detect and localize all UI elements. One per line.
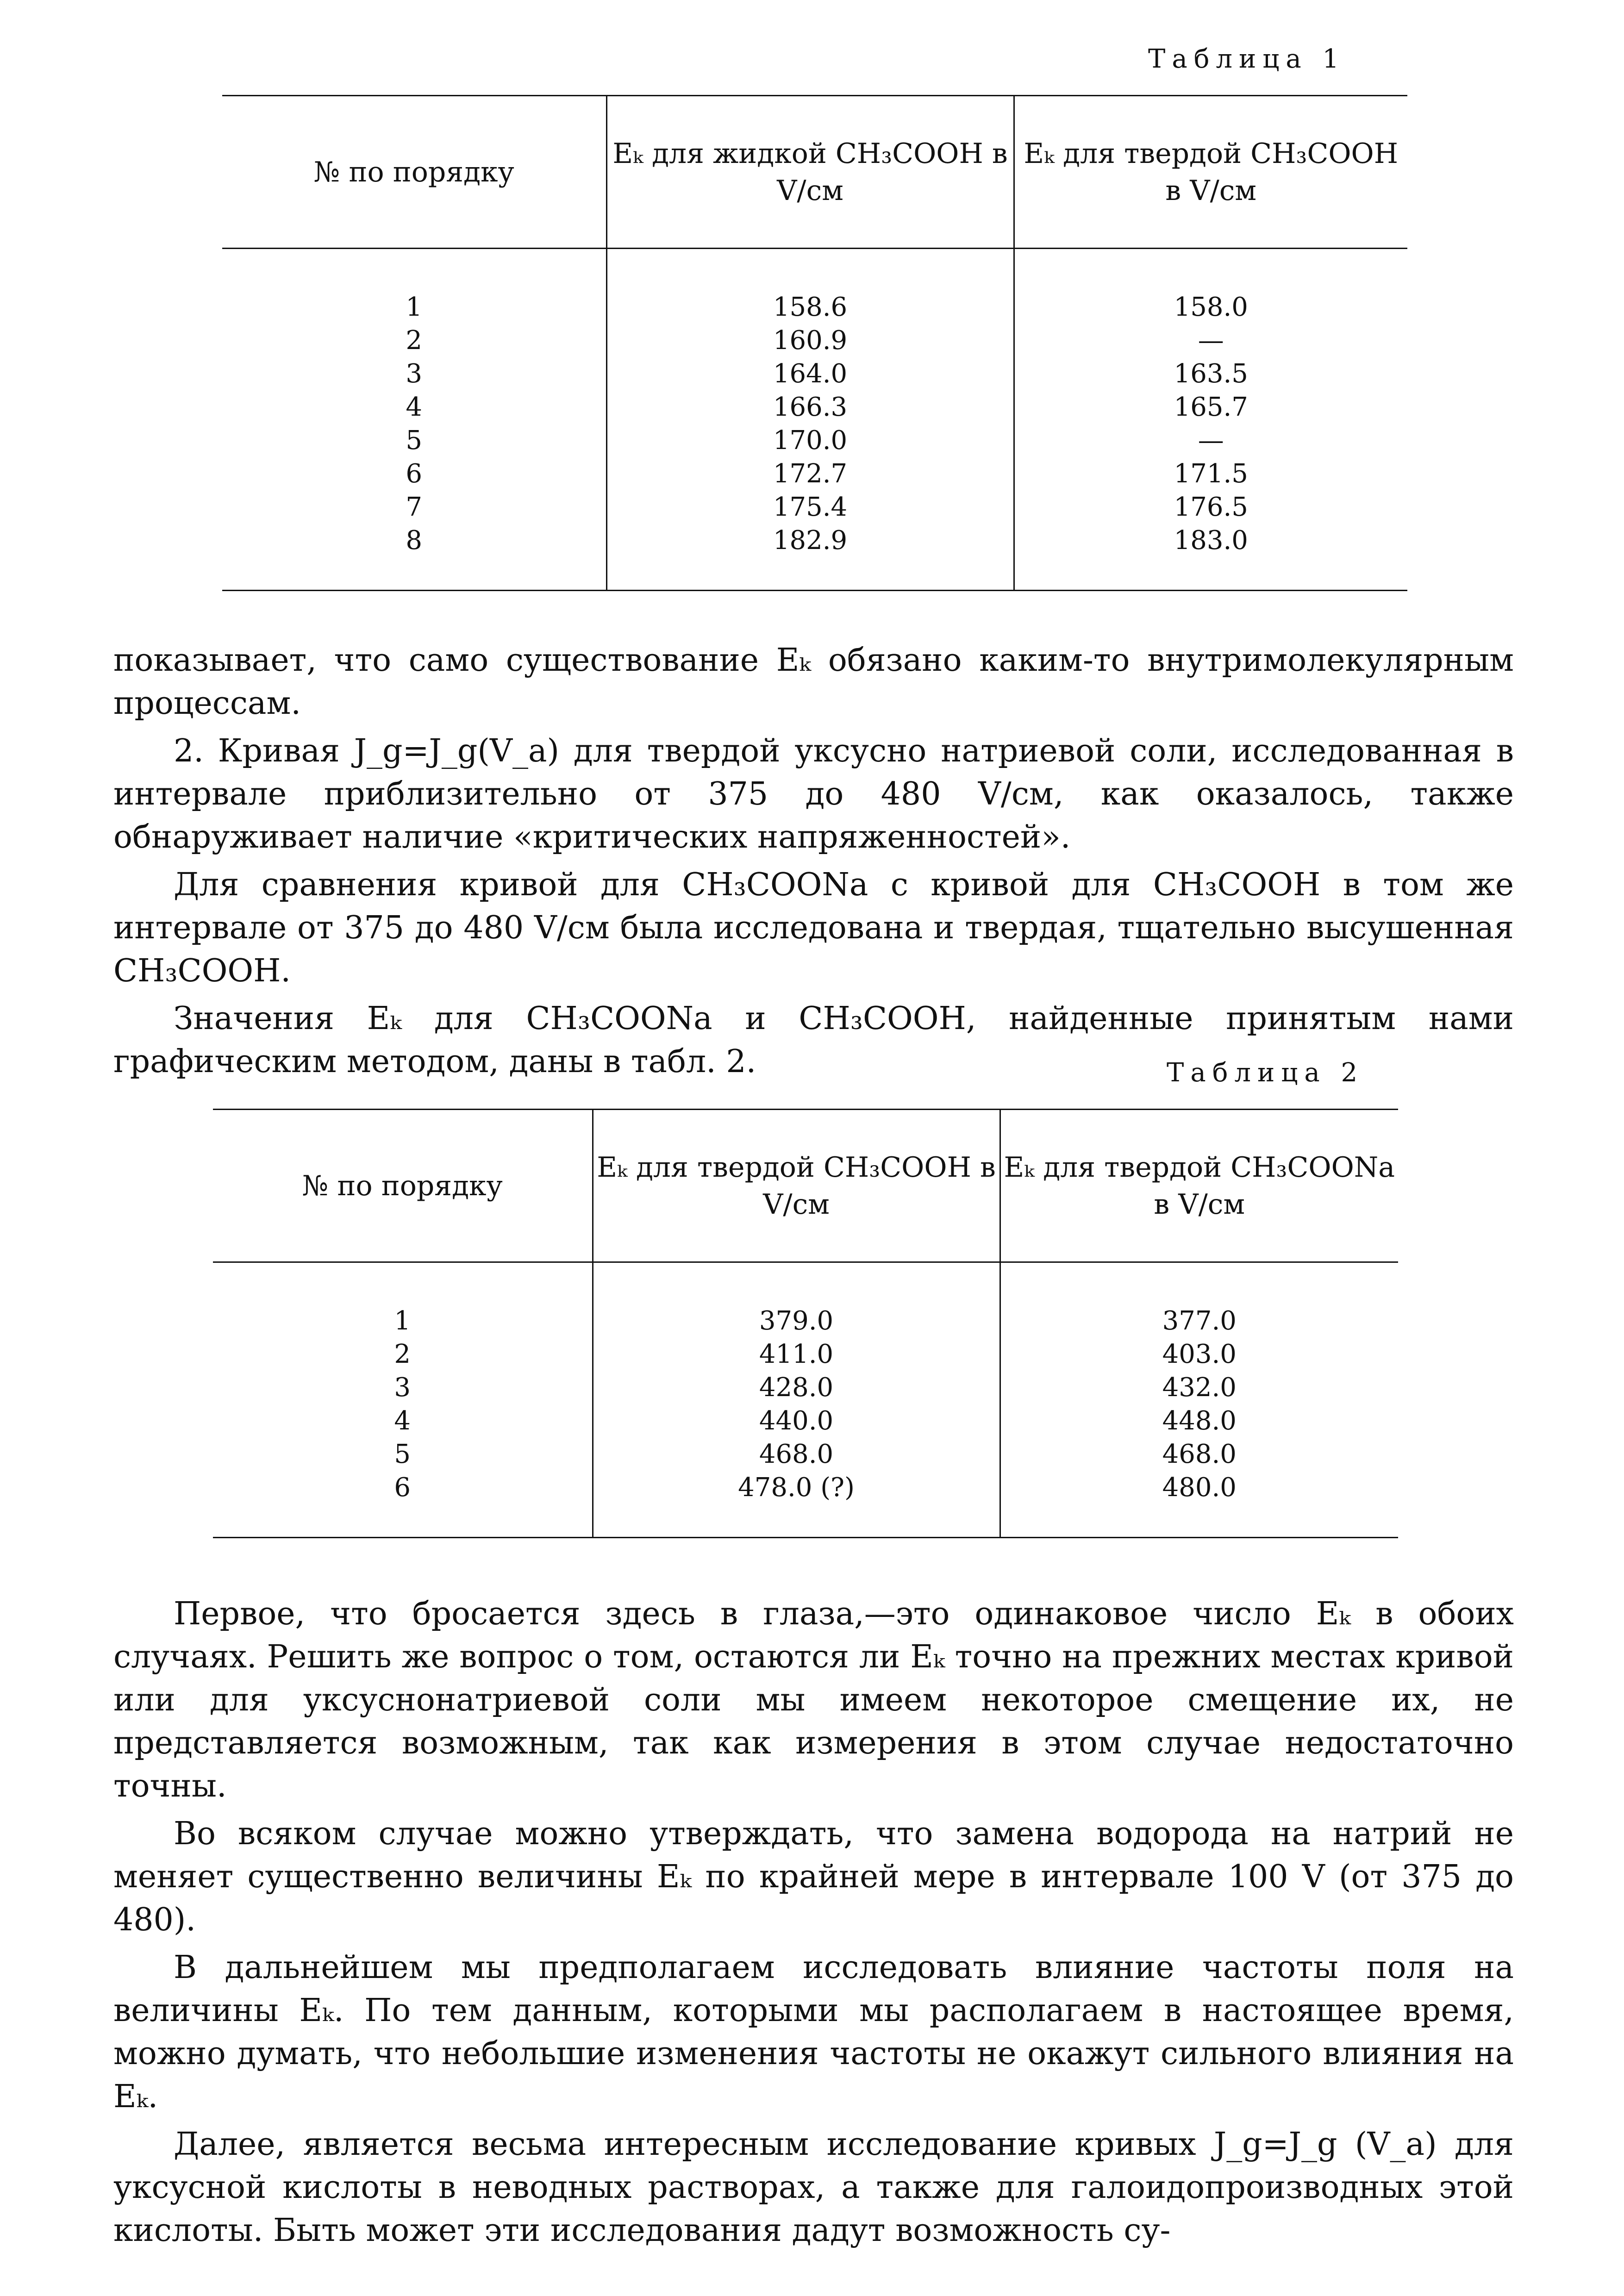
table2-cell: 377.0 <box>1162 1306 1237 1336</box>
table1-cell: 4 <box>406 392 423 422</box>
table2-cell: 478.0 (?) <box>738 1472 855 1503</box>
prose-block-b <box>113 1592 1514 2252</box>
table1-cell: 183.0 <box>1174 525 1248 555</box>
table2-cell: 2 <box>394 1339 411 1369</box>
table1-cell: 7 <box>406 492 423 522</box>
paragraph: Далее, является весьма интересным исследование кривых J_g=J_g (V_a) для уксусной кислоты в неводных растворах, а также для галоидопроизводных этой кислоты. Быть может эти исследования дадут возможность су- <box>113 2126 1514 2249</box>
table2-cell: 4 <box>394 1406 411 1436</box>
table2-header-salt: Eₖ для твердой CH₃COONa в V/см <box>1000 1110 1398 1262</box>
paragraph: показывает, что само существование Eₖ обязано каким-то внутримолекулярным процессам. <box>113 642 1514 722</box>
table1-cell: — <box>1198 425 1224 455</box>
table2-cell: 428.0 <box>759 1373 834 1403</box>
table1-header-number: № по порядку <box>222 96 606 249</box>
table2-cell: 432.0 <box>1162 1373 1237 1403</box>
table2-cell: 403.0 <box>1162 1339 1237 1369</box>
table1-cell: 175.4 <box>773 492 848 522</box>
table2-cell: 468.0 <box>759 1439 834 1469</box>
table2-header-acid: Eₖ для твердой CH₃COOH в V/см <box>593 1110 1000 1262</box>
table1-header-liquid: Eₖ для жидкой CH₃COOH в V/см <box>606 96 1014 249</box>
table2-cell: 1 <box>394 1306 411 1336</box>
table1-cell: 2 <box>406 325 423 356</box>
prose-block-a <box>113 639 1514 1083</box>
table2-col-salt <box>1000 1262 1398 1538</box>
table2-cell: 411.0 <box>759 1339 834 1369</box>
table2-caption: Таблица 2 <box>1167 1058 1364 1088</box>
table1-col-liquid <box>606 249 1014 591</box>
table1-cell: 165.7 <box>1174 392 1248 422</box>
table2-col-numbers <box>213 1262 593 1538</box>
table2-cell: 440.0 <box>759 1406 834 1436</box>
table1-cell: 1 <box>406 292 423 322</box>
paragraph: 2. Кривая J_g=J_g(V_a) для твердой уксусно натриевой соли, исследованная в интервале приблизительно от 375 до 480 V/см, как оказалось, также обнаруживает наличие «критических напряженностей». <box>113 733 1514 855</box>
table1-cell: 163.5 <box>1174 359 1248 389</box>
paragraph: Во всяком случае можно утверждать, что замена водорода на натрий не меняет существенно величины Eₖ по крайней мере в интервале 100 V (от 375 до 480). <box>113 1816 1514 1938</box>
table1-cell: 8 <box>406 525 423 555</box>
table1-cell: 5 <box>406 425 423 455</box>
table2-header-number: № по порядку <box>213 1110 593 1262</box>
table1-caption: Таблица 1 <box>1148 44 1346 74</box>
table2-cell: 379.0 <box>759 1306 834 1336</box>
table1-cell: 158.0 <box>1174 292 1248 322</box>
table1-cell: 160.9 <box>773 325 848 356</box>
table2-cell: 6 <box>394 1472 411 1503</box>
table1-cell: 170.0 <box>773 425 848 455</box>
table1-col-solid <box>1014 249 1407 591</box>
table1-col-numbers <box>222 249 606 591</box>
table1-cell: 182.9 <box>773 525 848 555</box>
table1-cell: 166.3 <box>773 392 848 422</box>
table2-cell: 480.0 <box>1162 1472 1237 1503</box>
table1-cell: 172.7 <box>773 459 848 489</box>
paragraph: В дальнейшем мы предполагаем исследовать влияние частоты поля на величины Eₖ. По тем данным, которыми мы располагаем в настоящее время, можно думать, что небольшие изменения частоты не окажут сильного влияния на Eₖ. <box>113 1949 1514 2115</box>
table1-cell: 164.0 <box>773 359 848 389</box>
table1-cell: 171.5 <box>1174 459 1248 489</box>
table2-cell: 448.0 <box>1162 1406 1237 1436</box>
paragraph: Для сравнения кривой для CH₃COONa с кривой для CH₃COOH в том же интервале от 375 до 480 V/см была исследована и твердая, тщательно высушенная CH₃COOH. <box>113 867 1514 989</box>
table2-cell: 3 <box>394 1373 411 1403</box>
table1-cell: 3 <box>406 359 423 389</box>
table2-col-acid <box>593 1262 1000 1538</box>
table2-cell: 468.0 <box>1162 1439 1237 1469</box>
table1-cell: 158.6 <box>773 292 848 322</box>
table1-cell: — <box>1198 325 1224 356</box>
table2 <box>213 1109 1398 1538</box>
table1-cell: 176.5 <box>1174 492 1248 522</box>
table1 <box>222 95 1407 591</box>
table2-cell: 5 <box>394 1439 411 1469</box>
paragraph: Первое, что бросается здесь в глаза,—это одинаковое число Eₖ в обоих случаях. Решить же вопрос о том, остаются ли Eₖ точно на прежних местах кривой или для уксуснонатриевой соли мы имеем некоторое смещение их, не представляется возможным, так как измерения в этом случае недостаточно точны. <box>113 1596 1514 1804</box>
table1-cell: 6 <box>406 459 423 489</box>
table1-header-solid: Eₖ для твердой CH₃COOH в V/см <box>1014 96 1407 249</box>
paragraph: Значения Eₖ для CH₃COONa и CH₃COOH, найденные принятым нами графическим методом, даны в табл. 2. <box>113 1000 1514 1080</box>
